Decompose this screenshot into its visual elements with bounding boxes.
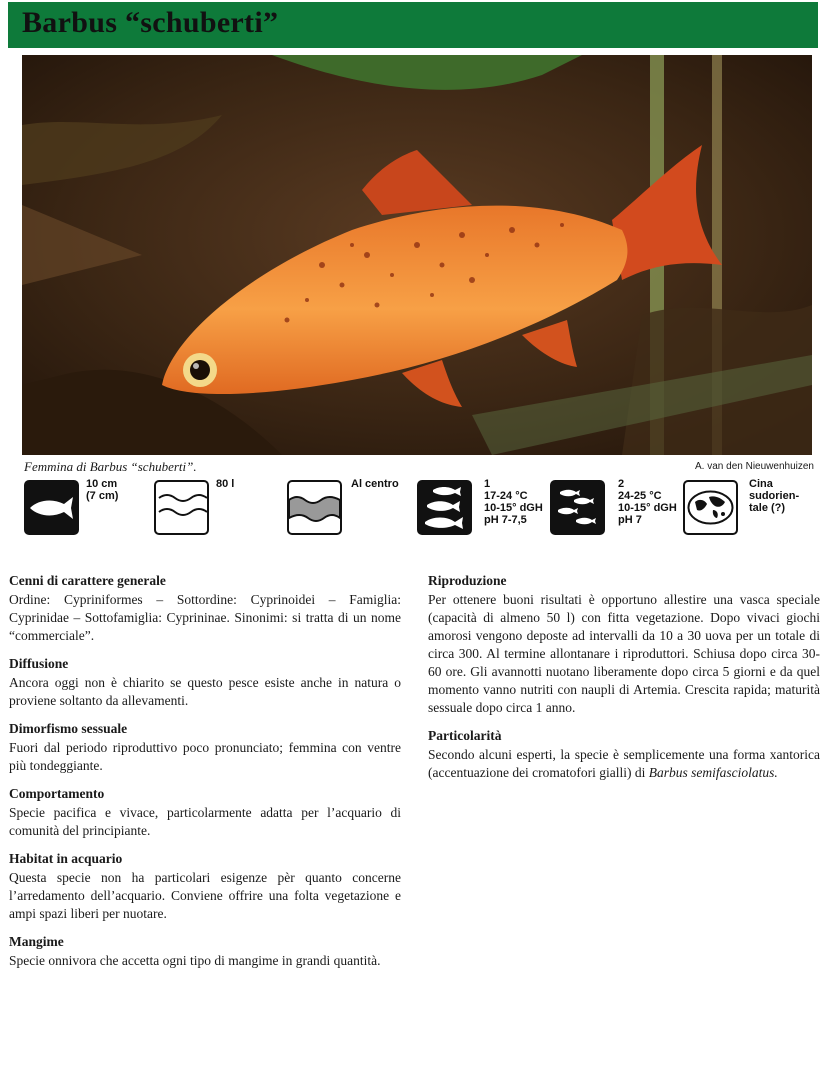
dimorfismo-heading: Dimorfismo sessuale <box>9 721 128 736</box>
section-cenni <box>9 572 401 645</box>
section-particolarita <box>428 727 820 782</box>
mangime-heading: Mangime <box>9 934 64 949</box>
breeding-2-info: 2 24-25 °C 10-15° dGH pH 7 <box>618 478 677 526</box>
section-diffusione <box>9 655 401 710</box>
origin-info: Cina sudorien- tale (?) <box>749 478 800 514</box>
page-title: Barbus “schuberti” <box>22 6 279 39</box>
title-bar <box>8 2 818 48</box>
left-column <box>9 572 401 980</box>
section-comportamento <box>9 785 401 840</box>
cenni-text: Ordine: Cypriniformes – Sottordine: Cyprinoidei – Famiglia: Cyprinidae – Sottofamiglia: Cyprininae. Sinonimi: si tratta di un nome “commerciale”. <box>9 592 401 643</box>
species-name: Barbus semifasciolatus. <box>648 765 778 780</box>
fish-photo <box>22 55 812 455</box>
breeding-group-icon <box>417 480 472 535</box>
photo-caption: Femmina di Barbus “schuberti”. <box>24 459 197 474</box>
mangime-text: Specie onnivora che accetta ogni tipo di mangime in grandi quantità. <box>9 953 381 968</box>
habitat-heading: Habitat in acquario <box>9 851 123 866</box>
right-column <box>428 572 820 792</box>
volume-info: 80 l <box>216 478 235 490</box>
section-mangime <box>9 933 401 970</box>
breeding-1-info: 1 17-24 °C 10-15° dGH pH 7-7,5 <box>484 478 543 526</box>
tank-volume-icon <box>154 480 209 535</box>
swim-zone-icon <box>287 480 342 535</box>
dimorfismo-text: Fuori dal periodo riproduttivo poco pronunciato; femmina con ventre più tondeggiante. <box>9 740 401 773</box>
habitat-text: Questa specie non ha particolari esigenze pèr quanto concerne l’arredamento dell’acquario. Conviene offrire una folta vegetazione e ampi spazi liberi per nuotare. <box>9 870 401 921</box>
diffusione-text: Ancora oggi non è chiarito se questo pesce esiste anche in natura o proviene soltanto da allevamenti. <box>9 675 401 708</box>
particolarita-text: Secondo alcuni esperti, la specie è semplicemente una forma xantorica (accentuazione dei cromatofori gialli) di Barbus semifasciolatus. <box>428 747 820 780</box>
photo-credit: A. van den Nieuwenhuizen <box>695 461 814 472</box>
globe-icon <box>683 480 738 535</box>
diffusione-heading: Diffusione <box>9 656 69 671</box>
section-dimorfismo <box>9 720 401 775</box>
section-habitat <box>9 850 401 923</box>
particolarita-heading: Particolarità <box>428 728 502 743</box>
section-riproduzione <box>428 572 820 717</box>
comportamento-text: Specie pacifica e vivace, particolarmente adatta per l’acquario di comunità del principiante. <box>9 805 401 838</box>
zone-info: Al centro <box>351 478 399 490</box>
fish-size-icon <box>24 480 79 535</box>
cenni-heading: Cenni di carattere generale <box>9 573 166 588</box>
comportamento-heading: Comportamento <box>9 786 105 801</box>
riproduzione-heading: Riproduzione <box>428 573 507 588</box>
size-info: 10 cm (7 cm) <box>86 478 119 502</box>
school-fish-icon <box>550 480 605 535</box>
riproduzione-text: Per ottenere buoni risultati è opportuno allestire una vasca speciale (capacità di almeno 50 l) con fitta vegetazione. Dopo vivaci giochi amorosi vengono deposte ad intervalli da 10 a 30 uova per un totale di circa 300. Al termine allontanare i riproduttori. Schiusa dopo circa 30-60 ore. Gli avannotti nuotano liberamente dopo circa 5 giorni e da quel momento vanno nutriti con naupli di Artemia. Crescita rapida; maturità sessuale dopo circa 1 anno. <box>428 592 820 715</box>
